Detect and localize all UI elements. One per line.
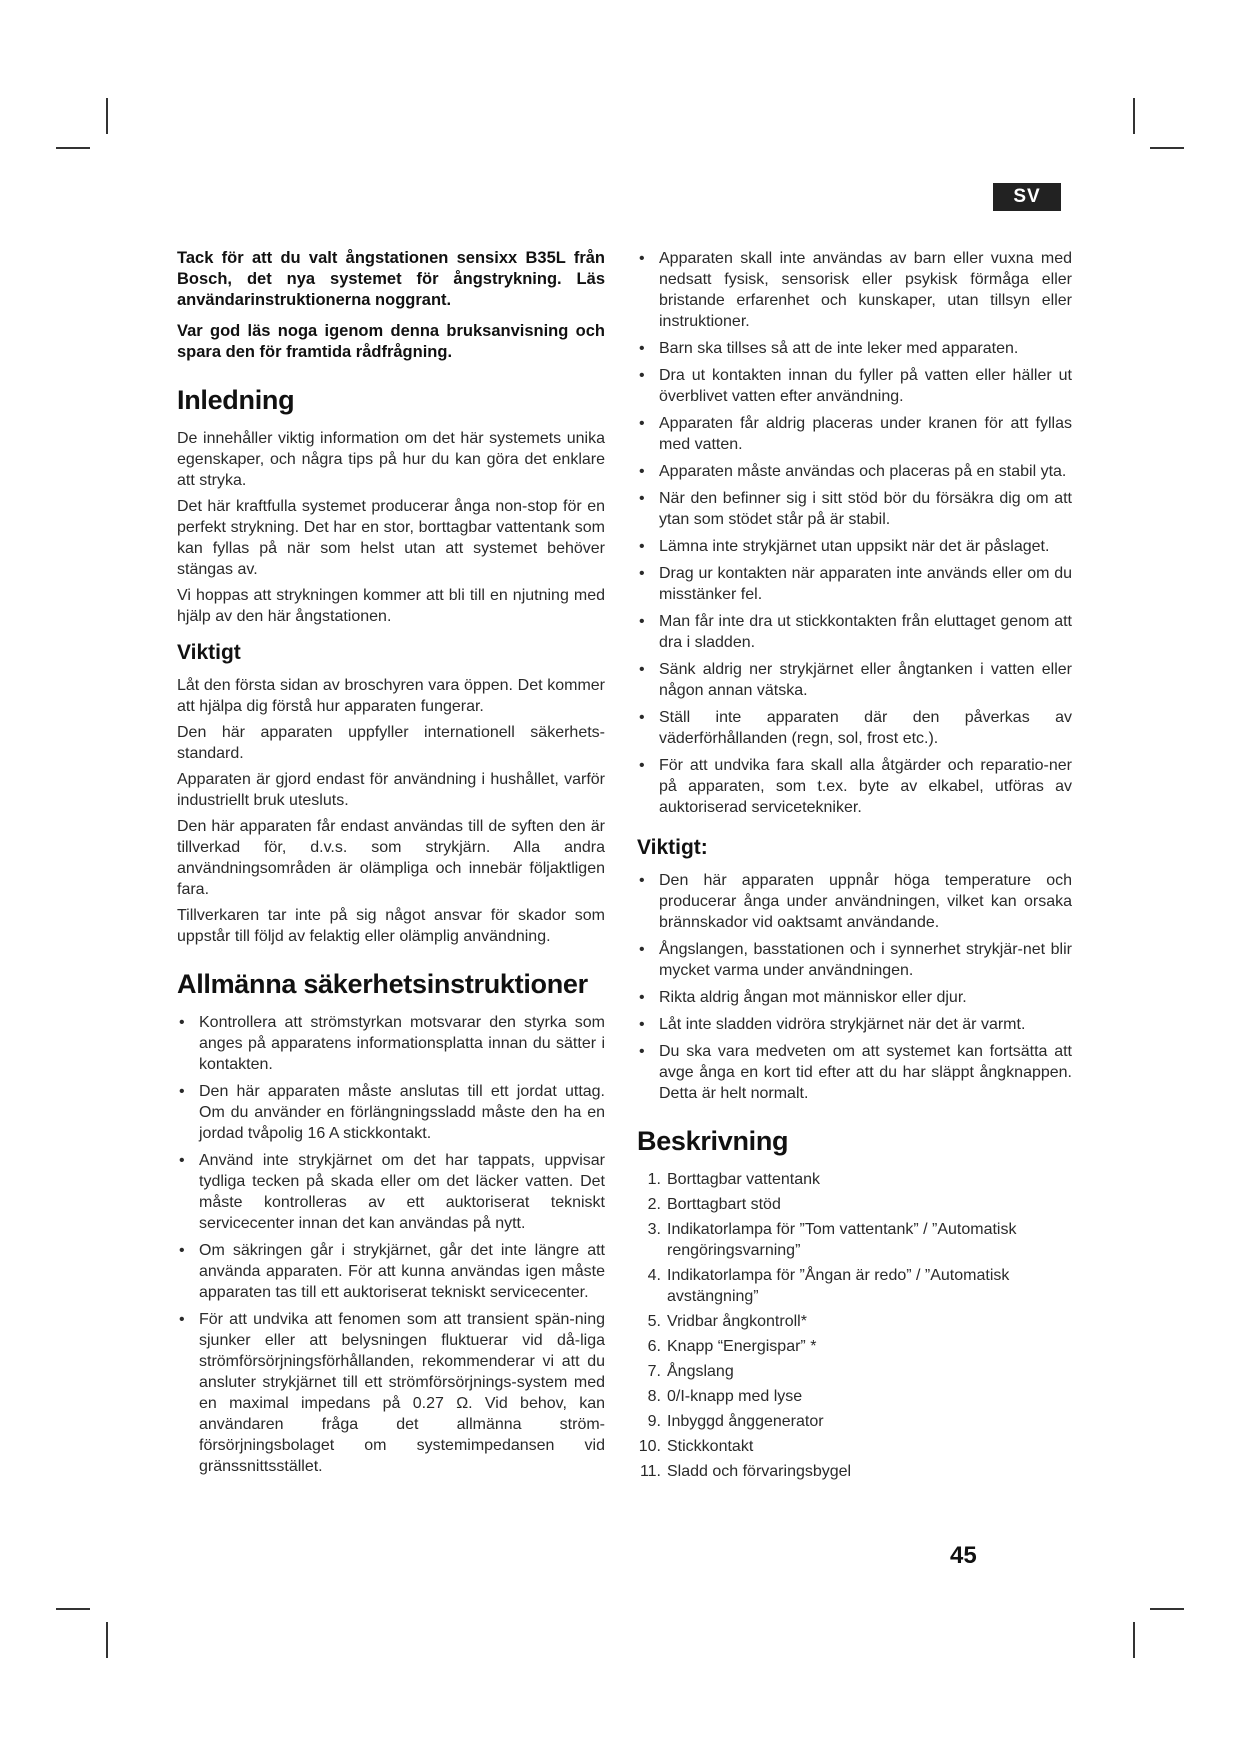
list-item-text: Knapp “Energispar” *	[667, 1338, 817, 1355]
list-item	[637, 611, 1072, 653]
list-item	[177, 1012, 605, 1075]
list-item	[637, 755, 1072, 818]
list-item-text: Låt inte sladden vidröra strykjärnet när det är varmt.	[659, 1016, 1026, 1033]
list-item	[637, 1461, 1072, 1482]
item-number: 8.	[647, 1388, 661, 1405]
safety-list	[177, 1012, 605, 1477]
list-item-text: Ställ inte apparaten där den påverkas av väderförhållanden (regn, sol, frost etc.).	[659, 709, 1072, 747]
heading-sakerhet: Allmänna säkerhetsinstruktioner	[177, 969, 588, 999]
list-item-text: Drag ur kontakten när apparaten inte används eller om du misstänker fel.	[659, 565, 1072, 603]
list-item	[177, 1240, 605, 1303]
bullet-icon: •	[639, 989, 645, 1006]
list-item	[177, 1309, 605, 1477]
list-item	[637, 1436, 1072, 1457]
heading-viktigt: Viktigt	[177, 641, 241, 664]
list-item-text: Sänk aldrig ner strykjärnet eller ångtanken i vatten eller någon annan vätska.	[659, 661, 1072, 699]
intro-bold-1: Tack för att du valt ångstationen sensixx B35L från Bosch, det nya systemet för ångstrykning. Läs användarinstruktionerna noggrant.	[177, 249, 605, 309]
list-item-text: Indikatorlampa för ”Ångan är redo” / ”Automatisk avstängning”	[667, 1267, 1010, 1305]
list-item-text: Ångslangen, basstationen och i synnerhet strykjär-net blir mycket varma under användningen.	[659, 941, 1072, 979]
bullet-icon: •	[179, 1311, 185, 1328]
bullet-icon: •	[639, 941, 645, 958]
list-item-text: Du ska vara medveten om att systemet kan fortsätta att avge ånga en kort tid efter att du har släppt ångknappen. Detta är helt normalt.	[659, 1043, 1072, 1102]
list-item	[637, 563, 1072, 605]
heading-inledning: Inledning	[177, 385, 295, 415]
paragraph: Låt den första sidan av broschyren vara öppen. Det kommer att hjälpa dig förstå hur apparaten fungerar.	[177, 677, 605, 715]
list-item	[637, 707, 1072, 749]
intro-bold-2: Var god läs noga igenom denna bruksanvisning och spara den för framtida rådfrågning.	[177, 322, 605, 361]
bullet-icon: •	[639, 661, 645, 678]
left-column	[177, 248, 605, 1483]
list-item-text: Dra ut kontakten innan du fyller på vatten eller häller ut överblivet vatten efter användning.	[659, 367, 1072, 405]
list-item	[177, 1150, 605, 1234]
crop-mark	[56, 147, 90, 149]
list-item-text: Indikatorlampa för ”Tom vattentank” / ”Automatisk rengöringsvarning”	[667, 1221, 1017, 1259]
list-item	[637, 939, 1072, 981]
list-item	[637, 1194, 1072, 1215]
list-item	[637, 1169, 1072, 1190]
list-item-text: Lämna inte strykjärnet utan uppsikt när det är påslaget.	[659, 538, 1050, 555]
list-item	[637, 461, 1072, 482]
crop-mark	[1150, 147, 1184, 149]
item-number: 1.	[647, 1171, 661, 1188]
item-number: 11.	[639, 1463, 661, 1480]
list-item	[637, 1386, 1072, 1407]
list-item	[637, 987, 1072, 1008]
list-item-text: Sladd och förvaringsbygel	[667, 1463, 852, 1480]
bullet-icon: •	[639, 872, 645, 889]
list-item-text: Apparaten måste användas och placeras på en stabil yta.	[659, 463, 1067, 480]
bullet-icon: •	[639, 367, 645, 384]
item-number: 10.	[638, 1438, 661, 1455]
list-item	[637, 365, 1072, 407]
list-item	[637, 870, 1072, 933]
heading-viktigt-2: Viktigt:	[637, 836, 708, 859]
list-item-text: För att undvika att fenomen som att transient spän-ning sjunker eller att belysningen fluktuerar vid då-liga strömförsörjningsförhållanden, rekommenderar vi att du ansluter strykjärnet till ett strömförsörjnings-system med en maximal impedans på 0.27 Ω. Vid behov, kan användaren fråga det allmänna ström-försörjningsbolaget om systemimpedansen vid gränssnittsstället.	[199, 1311, 605, 1475]
list-item	[637, 1014, 1072, 1035]
bullet-icon: •	[639, 463, 645, 480]
list-item-text: Vridbar ångkontroll*	[667, 1313, 807, 1330]
paragraph: Det här kraftfulla systemet producerar ånga non-stop för en perfekt strykning. Det har en stor, borttagbar vattentank som kan fyllas på när som helst utan att systemet behöver stängas av.	[177, 498, 605, 578]
list-item-text: Borttagbart stöd	[667, 1196, 781, 1213]
list-item-text: Stickkontakt	[667, 1438, 754, 1455]
list-item	[637, 1265, 1072, 1307]
list-item	[637, 1219, 1072, 1261]
language-badge: SV	[993, 183, 1061, 211]
bullet-icon: •	[179, 1083, 185, 1100]
list-item	[637, 248, 1072, 332]
list-item-text: Kontrollera att strömstyrkan motsvarar den styrka som anges på apparatens informationsplatta innan du sätter i kontakten.	[199, 1014, 605, 1073]
item-number: 2.	[647, 1196, 661, 1213]
list-item	[637, 1411, 1072, 1432]
bullet-icon: •	[639, 490, 645, 507]
list-item-text: Barn ska tillses så att de inte leker med apparaten.	[659, 340, 1019, 357]
item-number: 5.	[647, 1313, 661, 1330]
list-item	[177, 1081, 605, 1144]
list-item-text: Borttagbar vattentank	[667, 1171, 820, 1188]
crop-mark	[1133, 1622, 1135, 1658]
bullet-icon: •	[639, 757, 645, 774]
bullet-icon: •	[179, 1242, 185, 1259]
bullet-icon: •	[179, 1152, 185, 1169]
list-item	[637, 1041, 1072, 1104]
list-item-text: Rikta aldrig ångan mot människor eller djur.	[659, 989, 967, 1006]
list-item-text: Apparaten skall inte användas av barn eller vuxna med nedsatt fysisk, sensorisk eller psykisk förmåga eller bristande erfarenhet och kunskaper, utan tillsyn eller instruktioner.	[659, 250, 1072, 330]
safety-list-continued	[637, 248, 1072, 818]
list-item-text: Inbyggd ånggenerator	[667, 1413, 824, 1430]
list-item-text: Man får inte dra ut stickkontakten från eluttaget genom att dra i sladden.	[659, 613, 1072, 651]
crop-mark	[1150, 1608, 1184, 1610]
paragraph: De innehåller viktig information om det här systemets unika egenskaper, och några tips på hur du kan göra det enklare att stryka.	[177, 430, 605, 489]
paragraph: Den här apparaten uppfyller internationell säkerhets-standard.	[177, 724, 605, 762]
bullet-icon: •	[639, 250, 645, 267]
list-item-text: Använd inte strykjärnet om det har tappats, uppvisar tydliga tecken på skada eller om det läcker vatten. Det måste kontrolleras av ett auktoriserat tekniskt servicecenter innan det kan användas på nytt.	[199, 1152, 605, 1232]
paragraph: Den här apparaten får endast användas till de syften den är tillverkad för, d.v.s. som strykjärn. Alla andra användningsområden är olämpliga och innebär följaktligen fara.	[177, 818, 605, 898]
list-item	[637, 1311, 1072, 1332]
item-number: 4.	[647, 1267, 661, 1284]
paragraph: Vi hoppas att strykningen kommer att bli till en njutning med hjälp av den här ångstationen.	[177, 587, 605, 625]
bullet-icon: •	[639, 1016, 645, 1033]
item-number: 9.	[647, 1413, 661, 1430]
list-item-text: Om säkringen går i strykjärnet, går det inte längre att använda apparaten. För att kunna användas igen måste apparaten tas till ett auktoriserat tekniskt servicecenter.	[199, 1242, 605, 1301]
bullet-icon: •	[639, 415, 645, 432]
bullet-icon: •	[639, 709, 645, 726]
parts-list	[637, 1169, 1072, 1482]
list-item	[637, 659, 1072, 701]
list-item	[637, 488, 1072, 530]
crop-mark	[56, 1608, 90, 1610]
paragraph: Apparaten är gjord endast för användning i hushållet, varför industriellt bruk utesluts.	[177, 771, 605, 809]
list-item	[637, 536, 1072, 557]
warning-list	[637, 870, 1072, 1104]
heading-beskrivning: Beskrivning	[637, 1126, 789, 1156]
item-number: 3.	[647, 1221, 661, 1238]
list-item	[637, 1361, 1072, 1382]
bullet-icon: •	[639, 1043, 645, 1060]
crop-mark	[106, 98, 108, 134]
bullet-icon: •	[639, 538, 645, 555]
item-number: 6.	[647, 1338, 661, 1355]
list-item-text: Ångslang	[667, 1363, 734, 1380]
list-item	[637, 338, 1072, 359]
crop-mark	[1133, 98, 1135, 134]
list-item-text: Den här apparaten måste anslutas till ett jordat uttag. Om du använder en förlängningssladd måste den ha en jordad tvåpolig 16 A stickkontakt.	[199, 1083, 605, 1142]
item-number: 7.	[647, 1363, 661, 1380]
paragraph: Tillverkaren tar inte på sig något ansvar för skador som uppstår till följd av felaktig eller olämplig användning.	[177, 907, 605, 945]
bullet-icon: •	[639, 565, 645, 582]
crop-mark	[106, 1622, 108, 1658]
list-item-text: 0/I-knapp med lyse	[667, 1388, 803, 1405]
list-item	[637, 1336, 1072, 1357]
list-item-text: När den befinner sig i sitt stöd bör du försäkra dig om att ytan som stödet står på är stabil.	[659, 490, 1072, 528]
right-column	[637, 248, 1072, 1486]
list-item	[637, 413, 1072, 455]
bullet-icon: •	[639, 340, 645, 357]
list-item-text: För att undvika fara skall alla åtgärder och reparatio-ner på apparaten, som t.ex. byte av elkabel, utföras av auktoriserad servicetekniker.	[659, 757, 1072, 816]
bullet-icon: •	[639, 613, 645, 630]
list-item-text: Apparaten får aldrig placeras under kranen för att fyllas med vatten.	[659, 415, 1072, 453]
bullet-icon: •	[179, 1014, 185, 1031]
page-number: 45	[950, 1542, 977, 1569]
list-item-text: Den här apparaten uppnår höga temperature och producerar ånga under användningen, vilket kan orsaka brännskador vid oaktsamt användande.	[659, 872, 1072, 931]
